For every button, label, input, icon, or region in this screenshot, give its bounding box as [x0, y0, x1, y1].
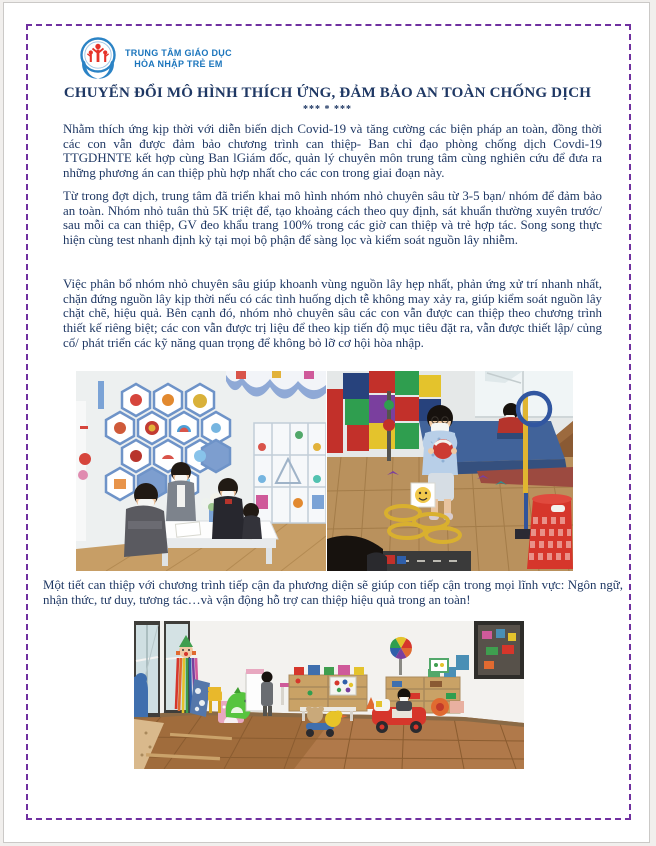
paragraph-1: Nhằm thích ứng kịp thời với diễn biến dịch Covid-19 và tăng cường các biện pháp an toàn, đồng thời các con vẫn được đảm bảo chương trình can thiệp- Ban chỉ đạo phòng chống dịch Covdi-19 TTGDHNTE kết hợp cùng Ban lGiám đốc, quản lý chuyên môn trung tâm cùng nghiên cứu để đưa ra những phương án can thiệp phù hợp nhất cho các con trong giai đoạn này. — [63, 122, 602, 181]
title-separator: *** * *** — [303, 104, 352, 115]
photo-playroom-wide — [134, 621, 524, 769]
photo-bottom-wrap — [134, 621, 524, 769]
org-name-line1: TRUNG TÂM GIÁO DỤC — [125, 48, 232, 58]
photo-gym-child-ball — [327, 371, 573, 571]
org-name-line2: HÒA NHẬP TRẺ EM — [134, 59, 223, 69]
document-page — [3, 2, 650, 843]
article-title: CHUYỂN ĐỔI MÔ HÌNH THÍCH ỨNG, ĐẢM BẢO AN TOÀN CHỐNG DỊCH — [63, 85, 592, 101]
photo-row — [76, 371, 573, 571]
paragraph-2: Từ trong đợt dịch, trung tâm đã triển khai mô hình nhóm nhỏ chuyên sâu từ 3-5 bạn/ nhóm để đảm bảo an toàn. Nhóm nhỏ tuân thủ 5K triệt để, tạo khoảng cách theo quy định, sát khuẩn thường xuyên trước/ sau mỗi ca can thiệp, GV đeo khẩu trang 100% trong các giờ can thiệp và trẻ hợp tác. Song song thực hiện cùng test nhanh định kỳ tại mọi bộ phận để sàng lọc và kiểm soát nguồn lây nhiễm. — [63, 189, 602, 248]
paragraph-3: Việc phân bổ nhóm nhỏ chuyên sâu giúp khoanh vùng nguồn lây hẹp nhất, phản ứng xử trí nhanh nhất, chặn đứng nguồn lây kịp thời nếu có các tình huống dịch tễ không may xảy ra, giúp kiểm soát nguồn lây chặt chẽ, hiệu quả. Bên cạnh đó, nhóm nhỏ chuyên sâu các con vẫn được can thiệp theo chương trình thiết kế riêng biệt; các con vẫn được trị liệu để theo kịp tiến độ mục tiêu đặt ra, vẫn được thiết lập/ củng cố/ phát triển các kỹ năng quan trọng để không bỏ lỡ cơ hội hòa nhập. — [63, 277, 602, 350]
org-logo-badge-icon — [75, 35, 121, 83]
org-logo — [75, 35, 232, 83]
photo-classroom-hexagon-shelves — [76, 371, 326, 571]
org-logo-text — [125, 48, 232, 70]
paragraph-4: Một tiết can thiệp với chương trình tiếp cận đa phương diện sẽ giúp con tiếp cận trong mọi lĩnh vực: Ngôn ngữ, nhận thức, tư duy, tương tác…và vận động hỗ trợ can thiệp hiệu quả trong an toàn! — [43, 578, 623, 607]
